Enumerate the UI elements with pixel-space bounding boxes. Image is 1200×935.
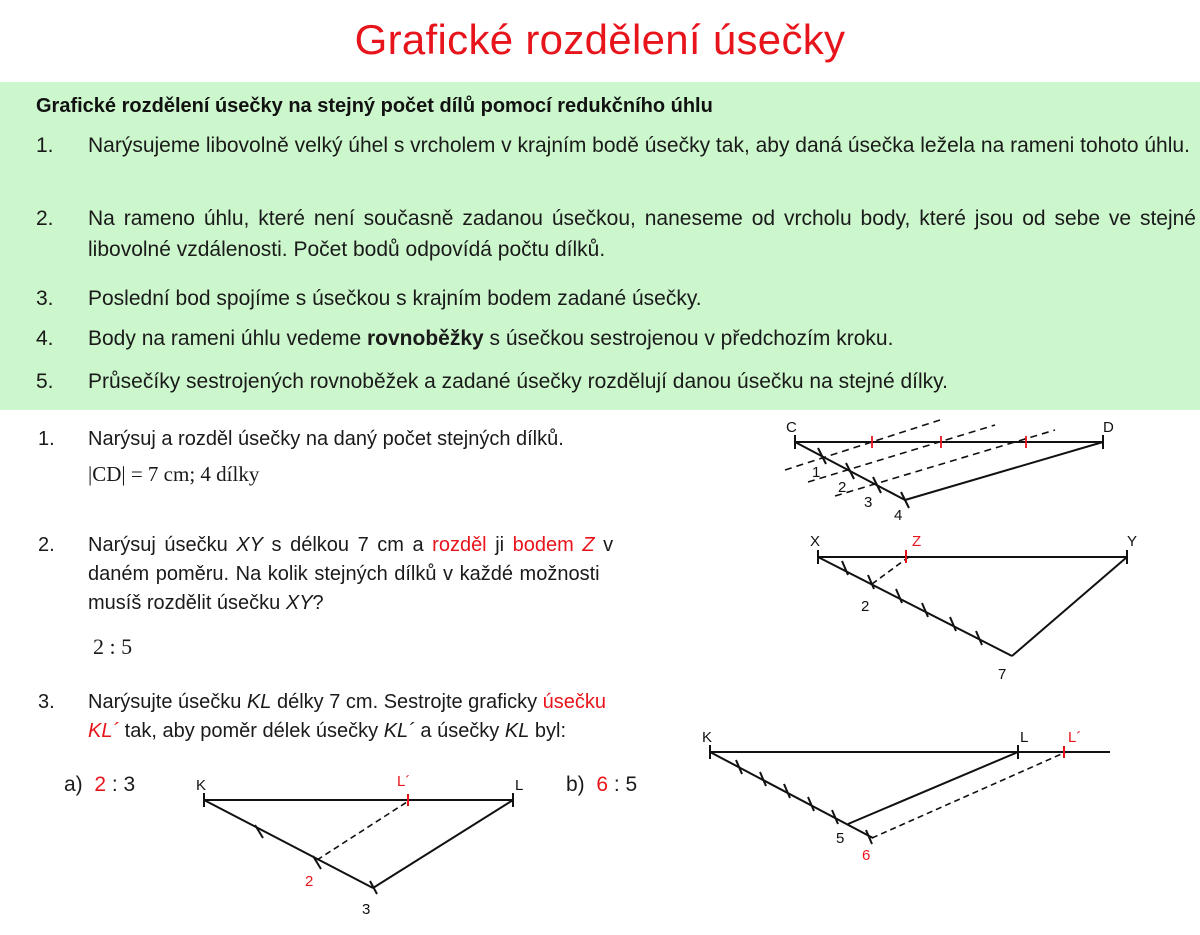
text-run: v xyxy=(594,534,614,556)
red-text: úsečku xyxy=(542,691,607,713)
text-run: s délkou 7 cm a xyxy=(262,534,433,556)
red-text: bodem xyxy=(512,534,583,556)
ratio-red: 2 xyxy=(94,773,107,796)
label-k: K xyxy=(702,729,713,746)
label-7: 7 xyxy=(998,666,1007,683)
step-text: Na rameno úhlu, které není současně zadanou úsečkou, naneseme od vrcholu body, které jsou od sebe ve stejné libovolné vzdálenosti. Počet bodů odpovídá počtu dílků. xyxy=(88,207,1196,261)
step-number: 3. xyxy=(36,287,54,310)
step-text-part: s úsečkou sestrojenou v předchozím kroku. xyxy=(483,327,894,350)
label-d: D xyxy=(1103,419,1114,436)
parallel-line xyxy=(785,420,940,470)
ratio-red: 6 xyxy=(596,773,609,796)
var-kl: KL xyxy=(246,691,272,713)
label-x: X xyxy=(810,533,821,550)
text-run: byl: xyxy=(529,720,567,742)
task-line: daném poměru. Na kolik stejných dílků v každé možnosti xyxy=(88,563,600,585)
diagram-kl-a xyxy=(204,793,513,894)
parallel-line xyxy=(872,556,910,584)
ray-tick xyxy=(896,589,902,603)
var-kl: KL xyxy=(504,720,530,742)
var-z: Z xyxy=(582,534,595,556)
task-1-formula: |CD| = 7 cm; 4 dílky xyxy=(88,462,260,486)
step-number: 4. xyxy=(36,327,54,350)
label-l-prime: L´ xyxy=(1068,729,1082,746)
step-text-bold: rovnoběžky xyxy=(367,327,484,350)
text-run: Narýsuj úsečku xyxy=(88,534,237,556)
label-l: L xyxy=(515,777,524,794)
label-2: 2 xyxy=(838,479,847,496)
task-number: 1. xyxy=(38,428,55,450)
var-xy: XY xyxy=(285,592,313,614)
closing-line xyxy=(373,800,513,888)
page-title: Grafické rozdělení úsečky xyxy=(354,16,846,63)
step-text-part: Body na rameni úhlu vedeme xyxy=(88,327,367,350)
var-klp: KL´ xyxy=(88,720,120,742)
label-5: 5 xyxy=(836,830,845,847)
text-run: a úsečky xyxy=(414,720,505,742)
label-y: Y xyxy=(1127,533,1138,550)
step-text: Narýsujeme libovolně velký úhel s vrcholem v krajním bodě úsečky tak, aby daná úsečka ležela na rameni tohoto úhlu. xyxy=(88,134,1190,157)
closing-line xyxy=(848,752,1018,824)
ratio-rest: : 3 xyxy=(106,773,136,796)
text-run: musíš rozdělit úsečku xyxy=(88,592,286,614)
closing-line xyxy=(905,442,1103,500)
text-run: ji xyxy=(486,534,513,556)
diagram-cd xyxy=(785,420,1103,508)
option-label: b) xyxy=(566,773,585,796)
label-c: C xyxy=(786,419,797,436)
step-number: 2. xyxy=(36,207,54,230)
parallel-line xyxy=(317,800,410,860)
step-number: 5. xyxy=(36,370,54,393)
label-3: 3 xyxy=(864,494,873,511)
diagram-kl-b xyxy=(710,745,1110,844)
var-xy: XY xyxy=(236,534,263,556)
task-number: 3. xyxy=(38,691,55,713)
var-klp: KL´ xyxy=(383,720,415,742)
ray-tick xyxy=(842,561,848,575)
ratio-rest: : 5 xyxy=(608,773,638,796)
step-text: Poslední bod spojíme s úsečkou s krajním bodem zadané úsečky. xyxy=(88,287,702,310)
text-run: ? xyxy=(312,592,324,614)
closing-line xyxy=(1012,557,1127,656)
ray-k xyxy=(204,800,373,888)
ray-k xyxy=(710,752,873,838)
step-text: Průsečíky sestrojených rovnoběžek a zadané úsečky rozdělují danou úsečku na stejné dílky. xyxy=(88,370,948,393)
label-2: 2 xyxy=(861,598,870,615)
ray-tick xyxy=(818,448,826,464)
info-box-heading: Grafické rozdělení úsečky na stejný počet dílů pomocí redukčního úhlu xyxy=(36,95,713,117)
label-l: L xyxy=(1020,729,1029,746)
label-4: 4 xyxy=(894,507,903,524)
label-l-prime: L´ xyxy=(397,773,411,790)
label-3: 3 xyxy=(362,901,371,918)
label-1: 1 xyxy=(812,464,821,481)
parallel-line xyxy=(872,752,1066,838)
label-k: K xyxy=(196,777,207,794)
ray-tick xyxy=(846,463,854,479)
red-text: rozděl xyxy=(432,534,487,556)
label-6: 6 xyxy=(862,847,871,864)
task-2-ratio: 2 : 5 xyxy=(93,634,133,659)
text-run: Narýsujte úsečku xyxy=(88,691,247,713)
text-run: délky 7 cm. Sestrojte graficky xyxy=(271,691,543,713)
label-2: 2 xyxy=(305,873,314,890)
ray-tick xyxy=(255,825,263,838)
task-text: Narýsuj a rozděl úsečky na daný počet stejných dílků. xyxy=(88,428,564,450)
label-z: Z xyxy=(912,533,922,550)
step-number: 1. xyxy=(36,134,54,157)
task-number: 2. xyxy=(38,534,55,556)
text-run: tak, aby poměr délek úsečky xyxy=(119,720,384,742)
option-label: a) xyxy=(64,773,83,796)
